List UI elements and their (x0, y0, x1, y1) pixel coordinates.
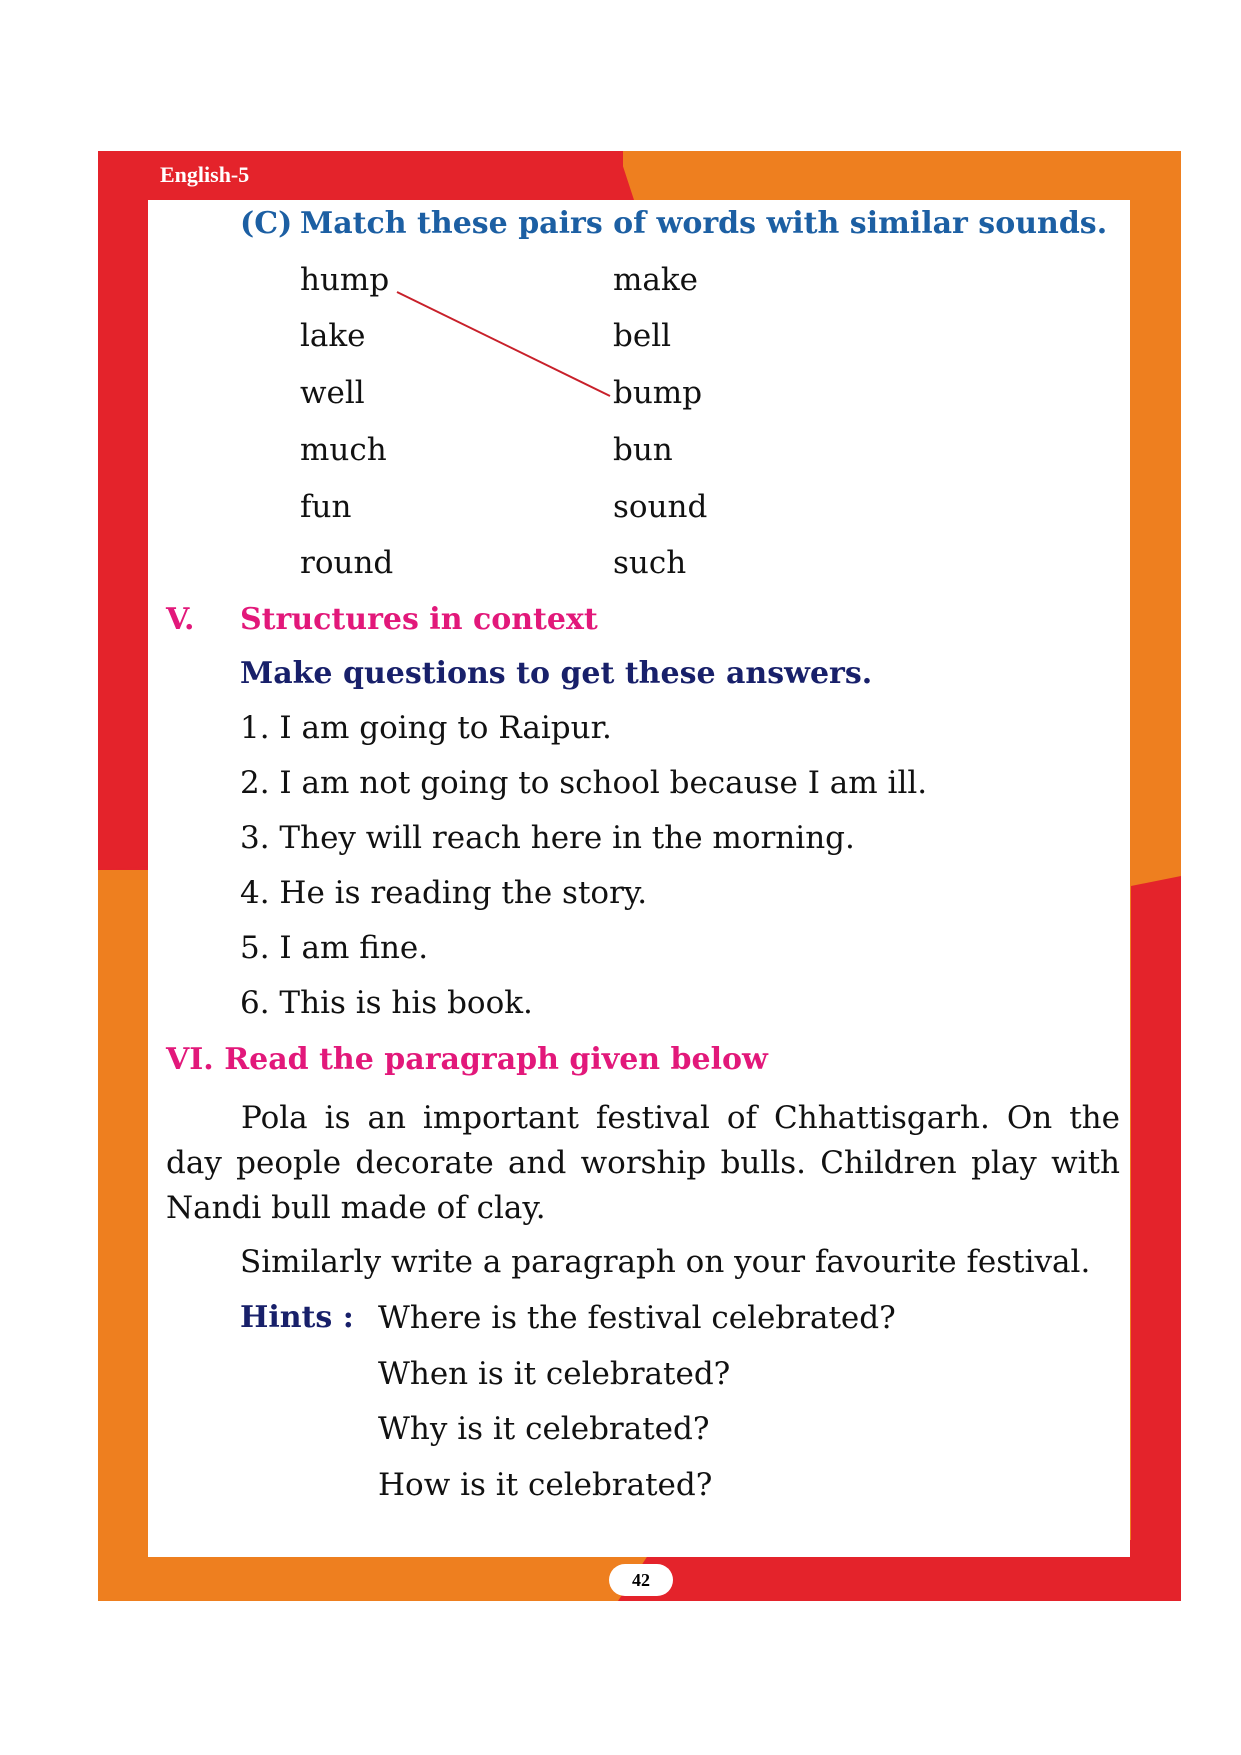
match-left-word: round (300, 545, 394, 581)
page-number: 42 (609, 1564, 673, 1596)
match-right-word: bump (613, 375, 703, 411)
hints-label: Hints : (240, 1300, 354, 1335)
section-v-instruction: Make questions to get these answers. (240, 656, 873, 691)
match-right-word: such (613, 545, 687, 581)
hint-item: Why is it celebrated? (378, 1411, 710, 1447)
section-c-title: Match these pairs of words with similar sounds. (300, 206, 1108, 241)
festival-paragraph (166, 1096, 1120, 1231)
match-right-word: sound (613, 489, 708, 525)
hint-item: How is it celebrated? (378, 1467, 713, 1503)
match-left-word: lake (300, 318, 366, 354)
list-item: 5. I am fine. (240, 930, 429, 966)
hint-item: Where is the festival celebrated? (378, 1300, 896, 1336)
section-v-title: Structures in context (240, 602, 598, 637)
match-left-word: well (300, 375, 365, 411)
match-right-word: bun (613, 432, 673, 468)
paragraph-line: day people decorate and worship bulls. Children play with (166, 1145, 1120, 1181)
match-left-word: fun (300, 489, 352, 525)
list-item: 6. This is his book. (240, 985, 533, 1021)
book-label: English-5 (160, 162, 250, 187)
list-item: 4. He is reading the story. (240, 875, 648, 911)
list-item: 1. I am going to Raipur. (240, 710, 612, 746)
list-item: 2. I am not going to school because I am ill. (240, 765, 928, 801)
match-line (397, 292, 610, 396)
section-c-marker: (C) (240, 206, 293, 241)
writing-task: Similarly write a paragraph on your favourite festival. (240, 1244, 1091, 1280)
section-v-number: V. (166, 602, 195, 637)
paragraph-line: Nandi bull made of clay. (166, 1190, 546, 1226)
match-left-word: much (300, 432, 387, 468)
section-vi-title: VI. Read the paragraph given below (166, 1042, 768, 1077)
hint-item: When is it celebrated? (378, 1356, 731, 1392)
list-item: 3. They will reach here in the morning. (240, 820, 855, 856)
match-right-word: bell (613, 318, 672, 354)
match-left-word: hump (300, 262, 390, 298)
paragraph-line: Pola is an important festival of Chhattisgarh. On the (241, 1100, 1120, 1136)
match-right-word: make (613, 262, 699, 298)
